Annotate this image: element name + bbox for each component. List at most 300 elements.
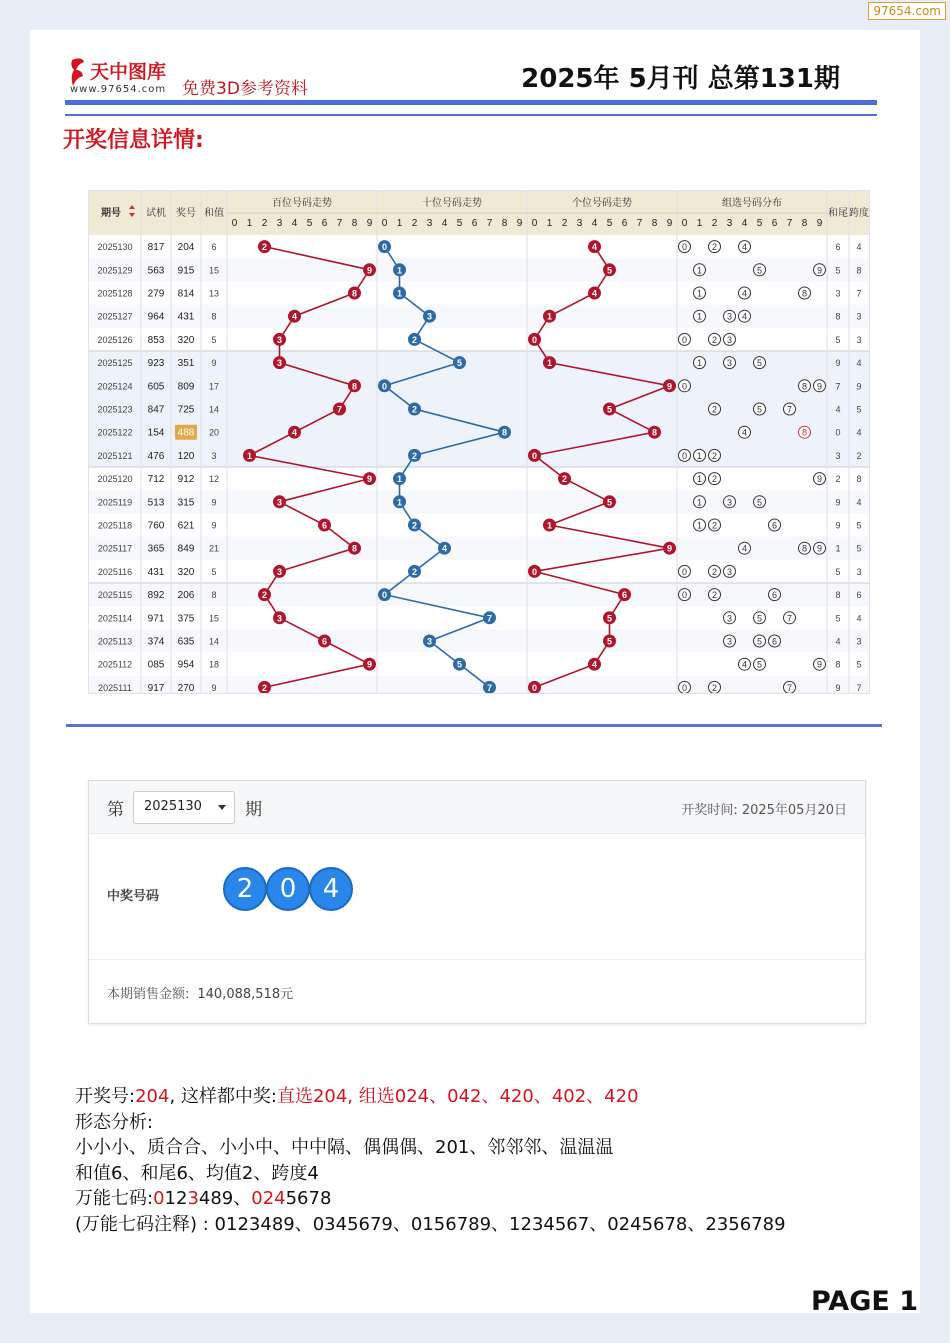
trend-ball-label: 5 [456, 659, 463, 670]
period-suffix: 期 [245, 800, 262, 820]
header-digit: 8 [501, 218, 508, 229]
table-row-bg [89, 444, 869, 467]
trend-ball-label: 4 [291, 311, 298, 322]
cell-test: 964 [147, 311, 165, 323]
group-number: 2 [711, 566, 718, 577]
group-number: 4 [741, 288, 748, 299]
prize-combos: 直选204, 组选024、042、420、402、420 [276, 1086, 639, 1107]
group-number: 5 [756, 613, 763, 624]
group-number: 6 [771, 520, 778, 531]
group-number: 3 [726, 636, 733, 647]
prize-number: 204 [135, 1086, 170, 1107]
cell-tail: 8 [835, 590, 841, 601]
cell-sum: 9 [211, 682, 217, 693]
header-digit: 6 [471, 218, 478, 229]
header-digit: 8 [351, 218, 358, 229]
cell-span: 3 [856, 334, 862, 345]
trend-ball-label: 2 [411, 520, 418, 531]
cell-tail: 3 [835, 450, 841, 461]
header-digit: 7 [786, 218, 793, 229]
cell-sum: 14 [208, 636, 220, 647]
trend-ball-label: 9 [666, 543, 673, 554]
header-digit: 7 [336, 218, 343, 229]
cell-period: 2025126 [97, 334, 133, 345]
trend-ball-label: 0 [381, 590, 388, 601]
cell-prize: 351 [177, 358, 195, 370]
group-number: 0 [681, 334, 688, 345]
cell-test: 853 [147, 334, 165, 346]
cell-period: 2025116 [97, 566, 133, 577]
trend-ball-label: 0 [531, 566, 538, 577]
group-number: 3 [726, 497, 733, 508]
period-select[interactable] [133, 791, 235, 824]
cell-test: 563 [147, 265, 165, 277]
cell-span: 9 [856, 381, 862, 392]
header-digit: 3 [426, 218, 433, 229]
period-select-value: 2025130 [144, 799, 202, 814]
site-watermark: 97654.com [868, 2, 946, 20]
header-digit: 7 [486, 218, 493, 229]
group-number: 9 [816, 474, 823, 485]
cell-test: 923 [147, 358, 165, 370]
cell-test: 892 [147, 590, 165, 602]
table-row-bg [89, 513, 869, 536]
page [30, 30, 920, 1317]
group-number: 5 [756, 497, 763, 508]
cell-prize: 431 [177, 311, 195, 323]
analysis-line-prize [75, 1084, 915, 1110]
cell-prize: 725 [177, 404, 195, 416]
cell-tail: 9 [835, 358, 841, 369]
table-row-bg [89, 629, 869, 652]
cell-sum: 20 [208, 427, 220, 438]
trend-ball-label: 6 [321, 636, 328, 647]
trend-ball-label: 1 [396, 265, 403, 276]
cell-span: 3 [856, 311, 862, 322]
trend-ball-label: 2 [261, 590, 268, 601]
group-number: 4 [741, 427, 748, 438]
trend-ball-label: 7 [336, 404, 343, 415]
cell-period: 2025127 [97, 311, 133, 322]
cell-period: 2025112 [97, 659, 133, 670]
header-digit: 9 [516, 218, 523, 229]
cell-tail: 9 [835, 497, 841, 508]
trend-ball-label: 1 [546, 520, 553, 531]
cell-sum: 14 [208, 404, 220, 415]
header-digit: 9 [816, 218, 823, 229]
cell-period: 2025121 [97, 450, 133, 461]
table-row-bg [89, 560, 869, 583]
header-digit: 0 [381, 218, 388, 229]
group-number: 1 [696, 288, 703, 299]
cell-prize: 320 [177, 566, 195, 578]
cell-tail: 2 [835, 474, 841, 485]
header-digit: 1 [696, 218, 703, 229]
cell-sum: 9 [211, 358, 217, 369]
group-number: 7 [786, 404, 793, 415]
group-number: 2 [711, 334, 718, 345]
group-number: 0 [681, 450, 688, 461]
cell-test: 712 [147, 474, 165, 486]
cell-tail: 9 [835, 520, 841, 531]
prize-label: 开奖号: [75, 1086, 136, 1107]
group-number: 5 [756, 358, 763, 369]
cell-period: 2025124 [97, 381, 133, 392]
table-row-bg [89, 490, 869, 513]
group-number: 0 [681, 590, 688, 601]
cell-sum: 3 [211, 450, 217, 461]
trend-ball-label: 5 [456, 358, 463, 369]
cell-period: 2025129 [97, 265, 133, 276]
cell-test: 154 [147, 427, 165, 439]
cell-prize: 320 [177, 334, 195, 346]
winning-ball: 4 [309, 867, 353, 911]
group-number: 5 [756, 265, 763, 276]
seven-part: 89、 [210, 1188, 252, 1209]
group-number: 2 [711, 682, 718, 693]
cell-sum: 12 [208, 474, 220, 485]
trend-ball-label: 5 [606, 636, 613, 647]
table-row-bg [89, 235, 869, 258]
group-number: 1 [696, 265, 703, 276]
trend-ball-label: 0 [531, 682, 538, 693]
group-number: 3 [726, 334, 733, 345]
cell-test: 917 [147, 682, 165, 693]
header-digit: 4 [441, 218, 448, 229]
group-number: 2 [711, 242, 718, 253]
table-row-bg [89, 281, 869, 304]
group-number: 1 [696, 497, 703, 508]
header-digit: 3 [576, 218, 583, 229]
header-sum: 和值 [204, 208, 224, 219]
header-digit: 1 [396, 218, 403, 229]
group-number: 4 [741, 543, 748, 554]
trend-ball-label: 0 [531, 450, 538, 461]
cell-period: 2025119 [97, 497, 133, 508]
header-digit: 0 [681, 218, 688, 229]
analysis-line-form: 小小小、质合合、小小中、中中隔、偶偶偶、201、邻邻邻、温温温 [75, 1137, 614, 1158]
group-number: 0 [681, 242, 688, 253]
seven-part: 024 [251, 1188, 286, 1209]
trend-ball-label: 3 [426, 636, 433, 647]
header-digit: 3 [726, 218, 733, 229]
trend-ball-label: 8 [651, 427, 658, 438]
analysis-line-seven [75, 1186, 915, 1212]
header-digit: 6 [321, 218, 328, 229]
cell-sum: 6 [211, 242, 217, 253]
cell-tail: 1 [835, 543, 841, 554]
brand-logo-title: 天中图库 [90, 61, 167, 83]
cell-prize: 488 [177, 427, 195, 439]
group-number: 6 [771, 590, 778, 601]
cell-tail: 5 [835, 265, 841, 276]
trend-ball-label: 7 [486, 682, 493, 693]
cell-prize: 120 [177, 450, 195, 462]
trend-chart [88, 190, 870, 694]
cell-prize: 954 [177, 659, 195, 671]
section-title: 开奖信息详情: [63, 128, 204, 153]
cell-test: 085 [147, 659, 165, 671]
cell-sum: 9 [211, 497, 217, 508]
header-digit: 1 [246, 218, 253, 229]
trend-ball-label: 3 [276, 497, 283, 508]
header-digit: 5 [606, 218, 613, 229]
cell-period: 2025115 [97, 590, 133, 601]
draw-card-header [89, 781, 865, 834]
trend-ball-label: 3 [276, 334, 283, 345]
draw-result-card [88, 780, 866, 1024]
group-number: 8 [801, 427, 808, 438]
trend-ball-label: 1 [396, 497, 403, 508]
trend-ball-label: 7 [486, 613, 493, 624]
brand-logo-url: www.97654.com [70, 84, 167, 95]
header-digit: 6 [771, 218, 778, 229]
group-number: 7 [786, 682, 793, 693]
cell-period: 2025113 [97, 636, 133, 647]
group-number: 1 [696, 311, 703, 322]
header-divider [65, 100, 877, 105]
cell-test: 817 [147, 242, 165, 254]
header-digit: 4 [291, 218, 298, 229]
cell-prize: 912 [177, 474, 195, 486]
trend-ball-label: 2 [411, 450, 418, 461]
cell-test: 374 [147, 636, 165, 648]
header-digit: 2 [411, 218, 418, 229]
trend-ball-label: 0 [531, 334, 538, 345]
header-digit: 5 [456, 218, 463, 229]
chevron-down-icon [218, 805, 226, 810]
section-divider [66, 724, 882, 727]
cell-test: 365 [147, 543, 165, 555]
cell-tail: 7 [835, 381, 841, 392]
header-units: 个位号码走势 [572, 198, 632, 209]
cell-prize: 635 [177, 636, 195, 648]
group-number: 3 [726, 358, 733, 369]
group-number: 3 [726, 311, 733, 322]
trend-ball-label: 9 [366, 659, 373, 670]
group-number: 7 [786, 613, 793, 624]
cell-tail: 5 [835, 566, 841, 577]
cell-period: 2025128 [97, 288, 133, 299]
group-number: 8 [801, 381, 808, 392]
table-row-bg [89, 397, 869, 420]
header-tens: 十位号码走势 [422, 198, 482, 209]
draw-time: 开奖时间: 2025年05月20日 [681, 803, 847, 818]
header-digit: 4 [741, 218, 748, 229]
table-row-bg [89, 328, 869, 351]
analysis-line-sum: 和值6、和尾6、均值2、跨度4 [75, 1162, 319, 1184]
header-prize: 奖号 [176, 208, 196, 219]
issue-title: 2025年 5月刊 总第131期 [521, 64, 840, 94]
seven-part: 4 [198, 1188, 211, 1209]
cell-span: 8 [856, 265, 862, 276]
cell-period: 2025125 [97, 358, 133, 369]
cell-prize: 204 [177, 242, 195, 254]
trend-ball-label: 8 [351, 288, 358, 299]
trend-ball-label: 2 [261, 242, 268, 253]
seven-part: 0 [153, 1188, 165, 1209]
header-digit: 0 [231, 218, 238, 229]
cell-period: 2025123 [97, 404, 133, 415]
header-digit: 5 [756, 218, 763, 229]
seven-part: 5678 [285, 1188, 332, 1209]
cell-sum: 5 [211, 334, 217, 345]
cell-tail: 5 [835, 334, 841, 345]
cell-prize: 375 [177, 613, 195, 625]
cell-tail: 0 [835, 427, 841, 438]
cell-sum: 9 [211, 520, 217, 531]
table-row-bg [89, 583, 869, 606]
cell-span: 5 [856, 404, 862, 415]
table-row-bg [89, 351, 869, 374]
cell-period: 2025122 [97, 427, 133, 438]
group-number: 4 [741, 242, 748, 253]
group-number: 1 [696, 358, 703, 369]
cell-tail: 8 [835, 659, 841, 670]
trend-ball-label: 5 [606, 497, 613, 508]
cell-tail: 4 [835, 404, 841, 415]
group-number: 9 [816, 659, 823, 670]
trend-ball-label: 1 [546, 358, 553, 369]
trend-ball-label: 1 [546, 311, 553, 322]
cell-test: 476 [147, 450, 165, 462]
cell-period: 2025114 [97, 613, 133, 624]
cell-span: 7 [856, 682, 862, 693]
winning-number-label: 中奖号码 [107, 889, 160, 904]
cell-span: 4 [856, 613, 862, 624]
cell-sum: 18 [208, 659, 220, 670]
header-span: 跨度 [849, 208, 869, 219]
table-row-bg [89, 421, 869, 444]
cell-period: 2025130 [97, 242, 133, 253]
cell-span: 5 [856, 520, 862, 531]
group-number: 2 [711, 450, 718, 461]
group-number: 3 [726, 566, 733, 577]
analysis-text [75, 1084, 915, 1237]
cell-sum: 5 [211, 566, 217, 577]
seven-part: 12 [164, 1188, 188, 1209]
cell-prize: 315 [177, 497, 195, 509]
header-digit: 5 [306, 218, 313, 229]
cell-span: 4 [856, 358, 862, 369]
cell-tail: 9 [835, 682, 841, 693]
page-number: PAGE 1 [811, 1286, 918, 1317]
winning-ball: 0 [266, 867, 310, 911]
group-number: 2 [711, 590, 718, 601]
trend-ball-label: 5 [606, 404, 613, 415]
group-number: 9 [816, 265, 823, 276]
trend-ball-label: 5 [606, 613, 613, 624]
trend-ball-label: 2 [411, 334, 418, 345]
cell-span: 3 [856, 566, 862, 577]
header-digit: 1 [546, 218, 553, 229]
cell-tail: 6 [835, 242, 841, 253]
group-number: 4 [741, 659, 748, 670]
cell-span: 4 [856, 242, 862, 253]
trend-table-svg [89, 191, 869, 693]
cell-tail: 5 [835, 613, 841, 624]
header-hundreds: 百位号码走势 [272, 198, 332, 209]
header-digit: 8 [801, 218, 808, 229]
trend-ball-label: 6 [621, 590, 628, 601]
group-number: 3 [726, 613, 733, 624]
header-digit: 2 [261, 218, 268, 229]
table-row-bg [89, 305, 869, 328]
cell-sum: 15 [208, 265, 220, 276]
group-number: 2 [711, 404, 718, 415]
trend-ball-label: 8 [351, 543, 358, 554]
cell-span: 8 [856, 474, 862, 485]
header-digit: 4 [591, 218, 598, 229]
cell-test: 847 [147, 404, 165, 416]
header-digit: 7 [636, 218, 643, 229]
header-digit: 6 [621, 218, 628, 229]
cell-test: 279 [147, 288, 165, 300]
group-number: 6 [771, 636, 778, 647]
trend-ball-label: 2 [411, 566, 418, 577]
cell-tail: 3 [835, 288, 841, 299]
cell-test: 513 [147, 497, 165, 509]
table-row-bg [89, 537, 869, 560]
cell-tail: 8 [835, 311, 841, 322]
group-number: 9 [816, 381, 823, 392]
table-row-bg [89, 653, 869, 676]
cell-sum: 8 [211, 311, 217, 322]
trend-ball-label: 4 [591, 659, 598, 670]
trend-ball-label: 2 [261, 682, 268, 693]
trend-ball-label: 1 [396, 288, 403, 299]
winning-ball: 2 [223, 867, 267, 911]
group-number: 0 [681, 566, 688, 577]
trend-ball-label: 4 [591, 288, 598, 299]
cell-sum: 15 [208, 613, 220, 624]
trend-ball-label: 4 [591, 242, 598, 253]
group-number: 4 [741, 311, 748, 322]
group-number: 2 [711, 520, 718, 531]
header-digit: 2 [711, 218, 718, 229]
seven-label: 万能七码: [75, 1188, 154, 1209]
cell-test: 605 [147, 381, 165, 393]
header-tail: 和尾 [828, 208, 848, 219]
trend-ball-label: 4 [441, 543, 448, 554]
group-number: 1 [696, 474, 703, 485]
cell-test: 760 [147, 520, 165, 532]
group-number: 5 [756, 659, 763, 670]
cell-prize: 621 [177, 520, 195, 532]
cell-prize: 849 [177, 543, 195, 555]
trend-ball-label: 3 [276, 566, 283, 577]
group-number: 0 [681, 381, 688, 392]
cell-prize: 270 [177, 682, 195, 693]
cell-span: 7 [856, 288, 862, 299]
sales-amount [107, 983, 293, 1002]
group-number: 2 [711, 474, 718, 485]
trend-ball-label: 0 [381, 242, 388, 253]
trend-ball-label: 9 [366, 265, 373, 276]
cell-span: 4 [856, 497, 862, 508]
header-digit: 9 [366, 218, 373, 229]
trend-ball-label: 0 [381, 381, 388, 392]
trend-ball-label: 8 [501, 427, 508, 438]
seven-part: 3 [187, 1188, 199, 1209]
analysis-line-seven-notes: (万能七码注释) : 0123489、0345679、0156789、1234567、0245678、2356789 [75, 1213, 786, 1235]
header-digit: 2 [561, 218, 568, 229]
group-number: 1 [696, 520, 703, 531]
cell-span: 3 [856, 636, 862, 647]
header-digit: 3 [276, 218, 283, 229]
cell-span: 4 [856, 427, 862, 438]
table-row-bg [89, 467, 869, 490]
